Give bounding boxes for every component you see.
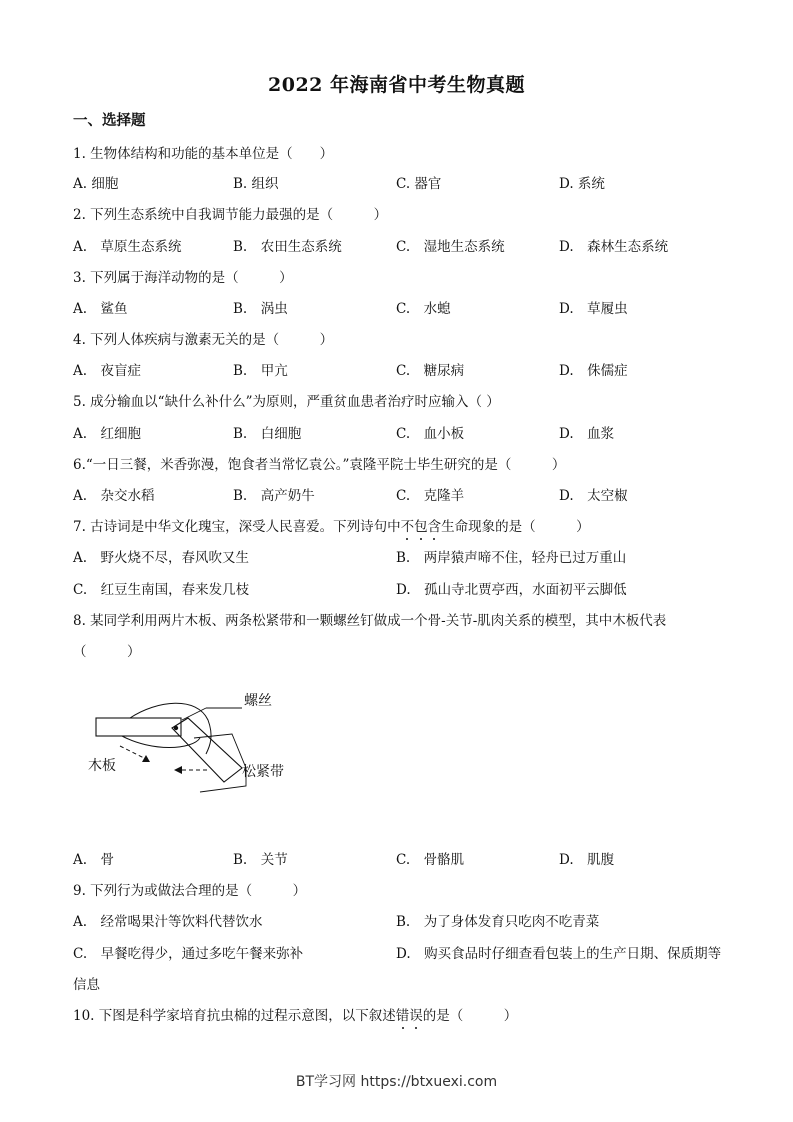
emphasis-char: 含 <box>427 519 442 535</box>
emphasis-char: 不 <box>400 519 415 535</box>
footer-watermark: BT学习网 https://btxuexi.com <box>295 1074 498 1090</box>
lower-elastic-band <box>122 736 200 748</box>
question-8-stem-cont: （ ） <box>73 644 141 660</box>
q7-option-a: A. 野火烧不尽，春风吹又生 <box>73 550 250 566</box>
q2-option-c: C. 湿地生态系统 <box>396 239 505 255</box>
page-title: 2022 年海南省中考生物真题 <box>268 74 525 96</box>
q9-option-d-cont: 信息 <box>73 977 100 993</box>
question-2-stem: 2. 下列生态系统中自我调节能力最强的是（ ） <box>73 207 388 223</box>
q10-stem-part-b: 的是（ ） <box>422 1008 518 1024</box>
question-8-stem: 8. 某同学利用两片木板、两条松紧带和一颗螺丝钉做成一个骨-关节-肌肉关系的模型，其中木板代表 <box>73 613 667 629</box>
question-3-stem: 3. 下列属于海洋动物的是（ ） <box>73 270 293 286</box>
upper-board <box>96 718 181 736</box>
q7-stem-part-a: 7. 古诗词是中华文化瑰宝，深受人民喜爱。下列诗句中 <box>73 519 401 535</box>
question-5-stem: 5. 成分输血以“缺什么补什么”为原则，严重贫血患者治疗时应输入（ ） <box>73 394 500 410</box>
label-elastic-band: 松紧带 <box>242 763 284 779</box>
bone-joint-muscle-model-figure <box>82 688 312 798</box>
q1-option-a: A. 细胞 <box>73 176 119 192</box>
question-7-stem <box>73 515 590 535</box>
q3-option-c: C. 水螅 <box>396 301 451 317</box>
question-6-stem: 6.“一日三餐，米香弥漫，饱食者当常忆袁公。”袁隆平院士毕生研究的是（ ） <box>73 457 566 473</box>
q1-option-c: C. 器官 <box>396 176 442 192</box>
q5-option-b: B. 白细胞 <box>233 426 302 442</box>
question-1-stem: 1. 生物体结构和功能的基本单位是（ ） <box>73 146 334 162</box>
q2-option-b: B. 农田生态系统 <box>233 239 342 255</box>
q3-option-b: B. 涡虫 <box>233 301 288 317</box>
question-4-stem: 4. 下列人体疾病与激素无关的是（ ） <box>73 332 334 348</box>
q7-option-b: B. 两岸猿声啼不住，轻舟已过万重山 <box>396 550 627 566</box>
q6-option-b: B. 高产奶牛 <box>233 488 315 504</box>
q8-option-b: B. 关节 <box>233 852 288 868</box>
section-heading: 一、选择题 <box>73 112 146 129</box>
dashed-arrow <box>120 746 144 758</box>
q6-option-d: D. 太空椒 <box>559 488 628 504</box>
q7-option-d: D. 孤山寺北贾亭西，水面初平云脚低 <box>396 582 627 598</box>
screw-dot <box>174 726 178 730</box>
q6-option-a: A. 杂交水稻 <box>73 488 155 504</box>
label-screw: 螺丝 <box>244 692 272 708</box>
arrow-head <box>142 755 150 762</box>
q4-option-b: B. 甲亢 <box>233 363 288 379</box>
q2-option-a: A. 草原生态系统 <box>73 239 182 255</box>
screw-leader-line <box>182 708 206 720</box>
q9-option-d: D. 购买食品时仔细查看包装上的生产日期、保质期等 <box>396 946 722 962</box>
band-leader-line <box>194 734 246 768</box>
q5-option-a: A. 红细胞 <box>73 426 142 442</box>
q4-option-a: A. 夜盲症 <box>73 363 142 379</box>
q4-option-c: C. 糖尿病 <box>396 363 465 379</box>
q3-option-a: A. 鲨鱼 <box>73 301 128 317</box>
q2-option-d: D. 森林生态系统 <box>559 239 669 255</box>
q8-option-d: D. 肌腹 <box>559 852 615 868</box>
emphasis-char: 误 <box>409 1008 423 1024</box>
q6-option-c: C. 克隆羊 <box>396 488 465 504</box>
arrow-head <box>174 766 182 774</box>
q10-stem-part-a: 10. 下图是科学家培育抗虫棉的过程示意图，以下叙述 <box>73 1008 396 1024</box>
q8-option-a: A. 骨 <box>73 852 115 868</box>
question-9-stem: 9. 下列行为或做法合理的是（ ） <box>73 883 307 899</box>
band-leader-line <box>200 768 246 792</box>
question-10-stem <box>73 1004 517 1024</box>
q7-stem-part-b: 生命现象的是（ ） <box>441 519 590 535</box>
q5-option-c: C. 血小板 <box>396 426 465 442</box>
q9-option-b: B. 为了身体发育只吃肉不吃青菜 <box>396 914 600 930</box>
q5-option-d: D. 血浆 <box>559 426 615 442</box>
q8-option-c: C. 骨骼肌 <box>396 852 465 868</box>
q4-option-d: D. 侏儒症 <box>559 363 628 379</box>
lower-board <box>172 718 242 782</box>
q7-option-c: C. 红豆生南国，春来发几枝 <box>73 582 250 598</box>
q9-option-a: A. 经常喝果汁等饮料代替饮水 <box>73 914 263 930</box>
q3-option-d: D. 草履虫 <box>559 301 628 317</box>
emphasis-char: 包 <box>414 519 428 535</box>
emphasis-char: 错 <box>395 1008 410 1024</box>
q9-option-c: C. 早餐吃得少，通过多吃午餐来弥补 <box>73 946 304 962</box>
q1-option-d: D. 系统 <box>559 176 605 192</box>
q1-option-b: B. 组织 <box>233 176 279 192</box>
label-board: 木板 <box>88 757 116 773</box>
